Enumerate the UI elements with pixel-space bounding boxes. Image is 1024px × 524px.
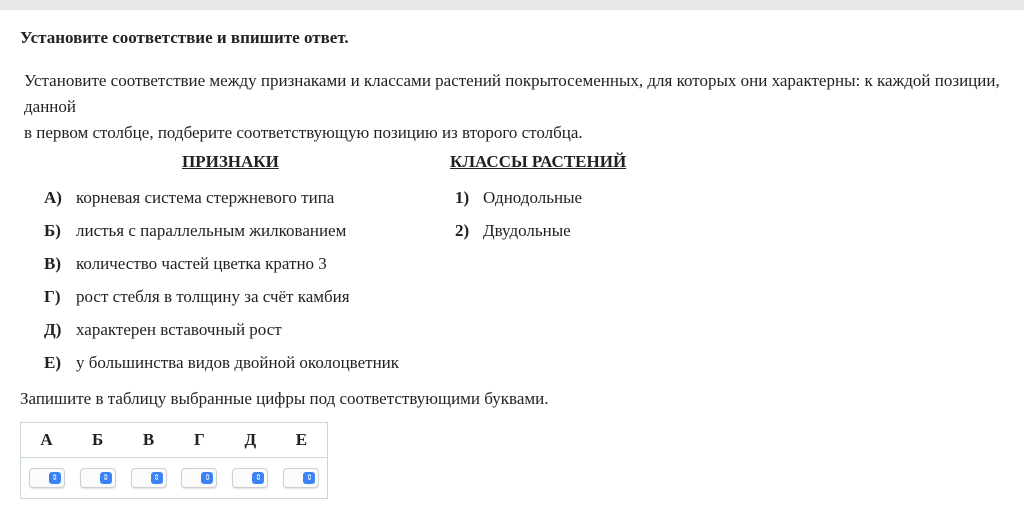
feature-letter: Б): [44, 221, 61, 240]
feature-item: [44, 287, 350, 307]
updown-chevron-icon: ⇕: [201, 472, 213, 484]
feature-item: [44, 221, 346, 241]
feature-text: корневая система стержневого типа: [76, 188, 335, 207]
feature-letter: В): [44, 254, 61, 273]
answer-cell: [21, 458, 73, 499]
answer-select-b[interactable]: [80, 468, 116, 488]
task-instruction: Установите соответствие и впишите ответ.: [20, 28, 349, 47]
answer-select-d[interactable]: [232, 468, 268, 488]
feature-item: [44, 353, 399, 373]
question-text: [24, 68, 1009, 146]
answer-header-e: Е: [276, 423, 328, 458]
answer-header-row: [21, 423, 328, 458]
class-number: 2): [455, 221, 470, 240]
answer-select-row: [21, 458, 328, 499]
answer-cell: [276, 458, 328, 499]
class-text: Однодольные: [483, 188, 583, 207]
updown-chevron-icon: ⇕: [151, 472, 163, 484]
answer-header-b: Б: [72, 423, 123, 458]
answer-select-g[interactable]: [181, 468, 217, 488]
feature-letter: Г): [44, 287, 61, 306]
updown-chevron-icon: ⇕: [252, 472, 264, 484]
left-column-header: ПРИЗНАКИ: [182, 152, 279, 171]
class-item: [455, 221, 571, 241]
answer-cell: [72, 458, 123, 499]
feature-text: рост стебля в толщину за счёт камбия: [76, 287, 350, 306]
answer-header-d: Д: [225, 423, 276, 458]
updown-chevron-icon: ⇕: [49, 472, 61, 484]
answer-header-g: Г: [174, 423, 225, 458]
answer-cell: [123, 458, 174, 499]
class-item: [455, 188, 582, 208]
right-column-header: КЛАССЫ РАСТЕНИЙ: [450, 152, 627, 171]
feature-item: [44, 188, 334, 208]
answer-select-a[interactable]: [29, 468, 65, 488]
feature-item: [44, 254, 327, 274]
answer-table: [20, 422, 328, 499]
feature-letter: Д): [44, 320, 62, 339]
answer-header-a: А: [21, 423, 73, 458]
feature-letter: Е): [44, 353, 61, 372]
answer-select-v[interactable]: [131, 468, 167, 488]
feature-text: характерен вставочный рост: [76, 320, 282, 339]
feature-text: листья с параллельным жилкованием: [76, 221, 347, 240]
question-line: в первом столбце, подберите соответствующую позицию из второго столбца.: [24, 123, 583, 142]
answer-cell: [174, 458, 225, 499]
feature-item: [44, 320, 282, 340]
class-number: 1): [455, 188, 470, 207]
answer-cell: [225, 458, 276, 499]
answer-instruction: Запишите в таблицу выбранные цифры под соответствующими буквами.: [20, 389, 549, 408]
feature-text: количество частей цветка кратно 3: [76, 254, 327, 273]
feature-letter: А): [44, 188, 62, 207]
feature-text: у большинства видов двойной околоцветник: [76, 353, 400, 372]
class-text: Двудольные: [483, 221, 571, 240]
updown-chevron-icon: ⇕: [303, 472, 315, 484]
answer-header-v: В: [123, 423, 174, 458]
updown-chevron-icon: ⇕: [100, 472, 112, 484]
top-bar: [0, 0, 1024, 10]
answer-select-e[interactable]: [283, 468, 319, 488]
question-line: Установите соответствие между признаками и классами растений покрытосеменных, для которых они характерны: к каждой позиции, данной: [24, 71, 1000, 116]
